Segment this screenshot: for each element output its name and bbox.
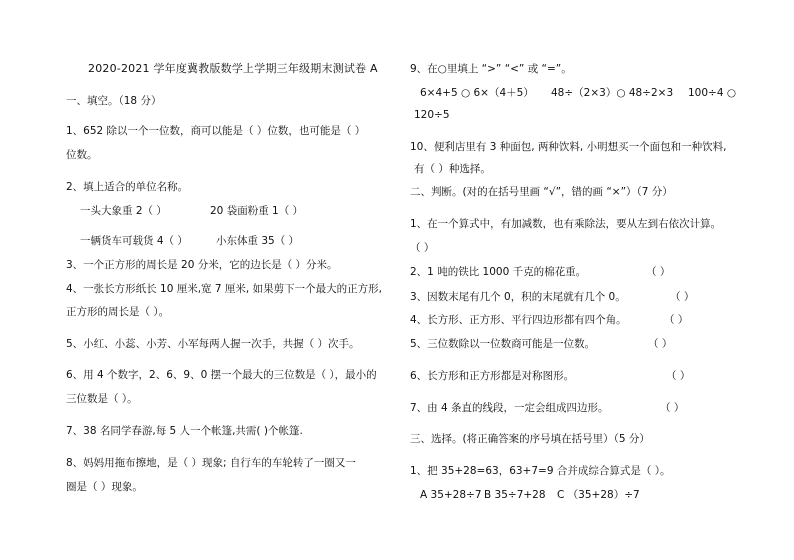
q5: 5、小红、小蕊、小芳、小军每两人握一次手，共握（ ）次手。: [66, 338, 360, 350]
q9-line1: 9、在○里填上 “>” “<” 或 “=”。: [410, 63, 572, 75]
q9-line3: 120÷5: [414, 109, 450, 121]
page-title: 2020-2021 学年度冀教版数学上学期三年级期末测试卷 A: [88, 62, 378, 75]
q4-line1: 4、一张长方形纸长 10 厘米,宽 7 厘米, 如果剪下一个最大的正方形,: [66, 283, 382, 295]
q8-line2: 圈是（ ）现象。: [66, 481, 143, 493]
q9-item: 6×4+5 ○ 6×（4＋5）: [420, 87, 534, 99]
choice-1-option: B 35÷7+28: [484, 489, 546, 501]
judge-2-paren: （ ）: [646, 266, 671, 278]
q9-item: 100÷4 ○: [688, 87, 737, 99]
q10-line2: 有（ ）种选择。: [414, 163, 491, 175]
q6-line2: 三位数是（ ）。: [66, 393, 138, 405]
q2-item: 小东体重 35（ ）: [216, 235, 300, 247]
choice-1: 1、把 35+28=63，63+7=9 合并成综合算式是（ ）。: [410, 465, 671, 477]
judge-5: 5、三位数除以一位数商可能是一位数。: [410, 338, 596, 350]
section2-header: 二、判断。(对的在括号里画 “√”，错的画 “×”）（7 分）: [410, 186, 673, 198]
choice-1-option: C （35+28）÷7: [557, 489, 640, 501]
judge-3: 3、因数末尾有几个 0，积的末尾就有几个 0。: [410, 291, 626, 303]
judge-4: 4、长方形、正方形、平行四边形都有四个角。: [410, 314, 627, 326]
q7: 7、38 名同学春游,每 5 人一个帐篷,共需( )个帐篷.: [66, 425, 303, 437]
q8-line1: 8、妈妈用拖布擦地，是（ ）现象; 自行车的车轮转了一圈又一: [66, 457, 356, 469]
q2-item: 20 袋面粉重 1（ ）: [210, 205, 304, 217]
q9-item: 48÷（2×3）○ 48÷2×3: [551, 87, 674, 99]
judge-4-paren: （ ）: [664, 314, 689, 326]
q1-line2: 位数。: [66, 149, 98, 161]
choice-1-option: A 35+28÷7: [420, 489, 482, 501]
q2-item: 一辆货车可载货 4（ ）: [80, 235, 188, 247]
judge-6-paren: （ ）: [666, 370, 691, 382]
judge-3-paren: （ ）: [670, 291, 695, 303]
q10-line1: 10、便利店里有 3 种面包, 两种饮料, 小明想买一个面包和一种饮料,: [410, 141, 727, 153]
judge-1-line2: （ ）: [410, 242, 435, 254]
judge-6: 6、长方形和正方形都是对称图形。: [410, 370, 575, 382]
judge-1-line1: 1、在一个算式中，有加减数，也有乘除法，要从左到右依次计算。: [410, 218, 722, 230]
q2-line1: 2、填上适合的单位名称。: [66, 181, 189, 193]
section1-header: 一、填空。（18 分）: [66, 95, 162, 107]
q3: 3、一个正方形的周长是 20 分米，它的边长是（ ）分米。: [66, 259, 338, 271]
q4-line2: 正方形的周长是（ ）。: [66, 306, 170, 318]
section3-header: 三、选择。(将正确答案的序号填在括号里）（5 分）: [410, 433, 650, 445]
judge-5-paren: （ ）: [648, 338, 673, 350]
q2-item: 一头大象重 2（ ）: [80, 205, 167, 217]
judge-7-paren: （ ）: [660, 402, 685, 414]
judge-7: 7、由 4 条直的线段，一定会组成四边形。: [410, 402, 609, 414]
q6-line1: 6、用 4 个数字，2、6、9、0 摆一个最大的三位数是（ ），最小的: [66, 369, 377, 381]
judge-2: 2、1 吨的铁比 1000 千克的棉花重。: [410, 266, 587, 278]
q1-line1: 1、652 除以一个一位数，商可以能是（ ）位数，也可能是（ ）: [66, 125, 366, 137]
